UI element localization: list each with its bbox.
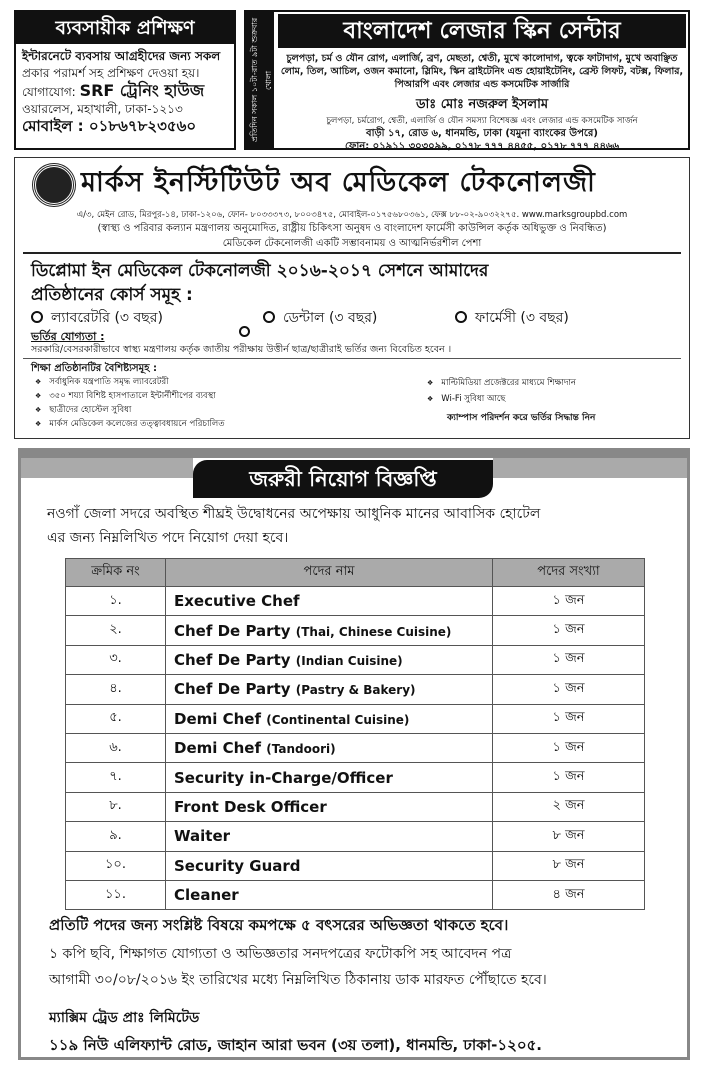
serial-cell: ২. [66, 616, 166, 645]
position-cell [166, 763, 493, 792]
serial-cell: ১. [66, 587, 166, 616]
table-row [66, 616, 645, 645]
count-cell: ৮ জন [493, 822, 645, 851]
training-ad-mobile: মোবাইল : ০১৮৬৭৮২৩৫৬০ [22, 117, 197, 135]
training-ad-contact [22, 82, 228, 101]
table-row [66, 675, 645, 704]
institute-name: মার্কস ইনস্টিটিউট অব মেডিকেল টেকনোলজী [81, 167, 596, 198]
experience-requirement: প্রতিটি পদের জন্য সংশ্লিষ্ট বিষয়ে কমপক্ষে ৫ বৎসরের অভিজ্ঞতা থাকতে হবে। [49, 916, 509, 934]
position-title: Security in-Charge/Officer [174, 768, 393, 787]
position-note: (Thai, Chinese Cuisine) [295, 624, 452, 639]
skin-center-services: চুলপড়া, চর্ম ও যৌন রোগ, এলার্জি, ব্রণ, মেছতা, শ্বেতী, মুখে কালোদাগ, ত্বকে ফাটাদাগ, মুখে অবাঞ্ছিত লোম, তিল, আচিল, ওজন কমানো, স্লিমিং, স্কিন ব্রাইটেনিং এন্ড হোয়াইটেনিং, ব্রেস্ট লিফট, বটক্স, ফিলার, পিআরপি এবং লেজার এন্ড কসমেটিক সার্জারি [280, 53, 684, 90]
table-row [66, 822, 645, 851]
diploma-heading: ডিপ্লোমা ইন মেডিকেল টেকনোলজী ২০১৬-২০১৭ সেশনে আমাদের [31, 261, 489, 281]
position-title: Cleaner [174, 886, 239, 905]
course-item [263, 306, 377, 330]
campus-note: ক্যাম্পাস পরিদর্শন করে ভর্তির সিদ্ধান্ত নিন [447, 413, 596, 423]
count-cell: ২ জন [493, 792, 645, 821]
course-label: ল্যাবরেটরি (৩ বছর) [51, 310, 163, 326]
count-cell: ১ জন [493, 645, 645, 674]
count-cell: ৪ জন [493, 880, 645, 909]
skin-center-phone: ফোন: ০১৯১১ ৩০৩০৯৯, ০১৭৮ ৭৭৭ ৪৪৫৫, ০১৭৮ ৭৭৭ ৪৪৬৬ [344, 141, 620, 152]
circle-bullet-icon [239, 326, 250, 337]
courses-heading: প্রতিষ্ঠানের কোর্স সমূহ : [31, 285, 193, 305]
skin-center-address: বাড়ী ১৭, রোড ৬, ধানমন্ডি, ঢাকা (যমুনা ব্যাংকের উপরে) [366, 128, 598, 139]
circle-bullet-icon [31, 311, 43, 323]
count-cell: ১ জন [493, 616, 645, 645]
institute-emblem-icon [33, 164, 75, 206]
list-item: ❖ সর্বাধুনিক যন্ত্রপাতি সমৃদ্ধ ল্যাবরেটরী [35, 375, 225, 389]
contact-name: SRF ট্রেনিং হাউজ [79, 81, 205, 100]
position-cell [166, 645, 493, 674]
application-deadline: আগামী ৩০/০৮/২০১৬ ইং তারিখের মধ্যে নিম্নলিখিত ঠিকানায় ডাক মারফত পৌঁছাতে হবে। [49, 972, 547, 988]
marks-institute-ad [14, 157, 690, 439]
list-item: ❖ মার্কস মেডিকেল কলেজের তত্ত্বাবধায়নে পরিচালিত [35, 417, 225, 431]
list-item: ❖ Wi-Fi সুবিধা আছে [427, 391, 576, 407]
eligibility-text: সরকারি/বেসরকারীভাবে স্বাস্থ্য মন্ত্রণালয় কর্তৃক জাতীয় পরীক্ষায় উত্তীর্ন ছাত্র/ছাত্রীরাই ভর্তির জন্য বিবেচিত হবেন । [31, 344, 452, 355]
features-heading: শিক্ষা প্রতিষ্ঠানটির বৈশিষ্ট্যসমূহ : [31, 363, 157, 374]
position-cell [166, 616, 493, 645]
count-cell: ১ জন [493, 733, 645, 762]
position-title: Chef De Party [174, 650, 291, 669]
column-header: ক্রমিক নং [66, 559, 166, 587]
recruitment-banner: জরুরী নিয়োগ বিজ্ঞপ্তি [193, 460, 493, 498]
position-title: Chef De Party [174, 621, 291, 640]
position-title: Executive Chef [174, 592, 300, 611]
position-note: (Pastry & Bakery) [295, 683, 416, 698]
table-row [66, 704, 645, 733]
positions-table [65, 558, 645, 910]
count-cell: ৮ জন [493, 851, 645, 880]
institute-approval: (স্বাস্থ্য ও পরিবার কল্যান মন্ত্রণালয় অনুমোদিত, রাষ্ট্রীয় চিকিৎসা অনুষদ ও বাংলাদেশ ফার্মেসী কাউন্সিল কর্তৃক অধিভুক্ত ও নিবন্ধিত) [97, 223, 607, 234]
count-cell: ১ জন [493, 675, 645, 704]
serial-cell: ৬. [66, 733, 166, 762]
doctor-specialty: চুলপড়া, চর্মরোগ, শ্বেতী, এলার্জি ও যৌন সমস্যা বিশেষজ্ঞ এবং লেজার এন্ড কসমেটিক সার্জন [326, 116, 638, 126]
position-note: (Continental Cuisine) [266, 712, 410, 727]
application-instruction: ১ কপি ছবি, শিক্ষাগত যোগ্যতা ও অভিজ্ঞতার সনদপত্রের ফটোকপি সহ আবেদন পত্র [49, 946, 512, 962]
features-list-right [427, 375, 576, 407]
intro-line: নওগাঁ জেলা সদরে অবস্থিত শীঘ্রই উদ্বোধনের অপেক্ষায় আধুনিক মানের আবাসিক হোটেল [47, 506, 541, 522]
position-cell [166, 733, 493, 762]
column-header: পদের নাম [166, 559, 493, 587]
position-title: Demi Chef [174, 709, 262, 728]
serial-cell: ৯. [66, 822, 166, 851]
company-address: ১১৯ নিউ এলিফ্যান্ট রোড, জাহান আরা ভবন (৩য় তলা), ধানমন্ডি, ঢাকা-১২০৫. [49, 1036, 543, 1054]
position-note: (Indian Cuisine) [295, 653, 403, 668]
table-row [66, 645, 645, 674]
training-ad-title: ব্যবসায়ীক প্রশিক্ষণ [16, 12, 234, 44]
count-cell: ১ জন [493, 587, 645, 616]
column-header: পদের সংখ্যা [493, 559, 645, 587]
doctor-name: ডাঃ মোঃ নজরুল ইসলাম [415, 97, 549, 112]
features-divider [23, 358, 681, 359]
training-ad-line: প্রকার পরামর্শ সহ প্রশিক্ষণ দেওয়া হয়। [22, 66, 200, 80]
position-title: Chef De Party [174, 680, 291, 699]
position-cell [166, 822, 493, 851]
serial-cell: ৭. [66, 763, 166, 792]
serial-cell: ১১. [66, 880, 166, 909]
course-item [31, 306, 163, 330]
position-title: Waiter [174, 827, 231, 846]
position-cell [166, 792, 493, 821]
intro-line: এর জন্য নিম্নলিখিত পদে নিয়োগ দেয়া হবে। [47, 530, 289, 546]
course-item [455, 306, 569, 330]
serial-cell: ৫. [66, 704, 166, 733]
table-row [66, 880, 645, 909]
serial-cell: ৩. [66, 645, 166, 674]
training-ad-address: ওয়ারলেস, মহাখালী, ঢাকা-১২১৩ [22, 102, 183, 116]
banner-band [493, 458, 687, 478]
table-row [66, 763, 645, 792]
count-cell: ১ জন [493, 704, 645, 733]
list-item: ❖ ৩৫০ শয্যা বিশিষ্ট হাসপাতালে ইন্টার্নীশীপের ব্যবস্থা [35, 389, 225, 403]
banner-band [21, 458, 193, 478]
features-list-left [35, 375, 225, 431]
eligibility-label: ভর্তির যোগ্যতা : [31, 330, 105, 343]
contact-label: যোগাযোগ: [22, 85, 76, 99]
position-cell [166, 704, 493, 733]
count-cell: ১ জন [493, 763, 645, 792]
position-cell [166, 851, 493, 880]
position-cell [166, 587, 493, 616]
institute-address: এ/৩, মেইন রোড, মিরপুর-১৪, ঢাকা-১২০৬, ফোন- ৮০৩৩৩৭৩, ৮০০৩৪৭৫, মোবাইল-০১৭৫৬৮০৩৬১, ফেক্স ৮৮-০২-৯০৩২২৭৫. www.marksgroupbd.com [76, 210, 628, 220]
course-label: ডেন্টাল (৩ বছর) [283, 310, 378, 326]
table-row [66, 733, 645, 762]
institute-tagline: মেডিকেল টেকনোলজী একটি সম্ভাবনাময় ও আত্মনির্ভরশীল পেশা [222, 238, 482, 249]
position-title: Demi Chef [174, 739, 262, 758]
position-title: Security Guard [174, 856, 301, 875]
table-row [66, 792, 645, 821]
serial-cell: ৪. [66, 675, 166, 704]
position-cell [166, 675, 493, 704]
company-name: ম্যাক্সিম ট্রেড প্রাঃ লিমিটেড [49, 1010, 200, 1026]
serial-cell: ১০. [66, 851, 166, 880]
list-item: ❖ ছাত্রীদের হোস্টেল সুবিধা [35, 403, 225, 417]
table-header-row [66, 559, 645, 587]
table-row [66, 851, 645, 880]
position-note: (Tandoori) [266, 742, 336, 757]
course-label: ফার্মেসী (৩ বছর) [475, 310, 569, 326]
skin-center-title: বাংলাদেশ লেজার স্কিন সেন্টার [278, 14, 686, 48]
serial-cell: ৮. [66, 792, 166, 821]
circle-bullet-icon [455, 311, 467, 323]
position-cell [166, 880, 493, 909]
list-item: ❖ মাল্টিমিডিয়া প্রজেক্টরের মাধ্যমে শিক্ষাদান [427, 375, 576, 391]
circle-bullet-icon [263, 311, 275, 323]
skin-center-ad [244, 10, 690, 150]
hours-sidebar: প্রতিদিন সকাল ১০টা-রাত ৯টা শুক্রবার খোলা [246, 12, 274, 148]
recruitment-intro [47, 502, 677, 550]
training-ad [14, 10, 236, 150]
recruitment-notice [18, 448, 690, 1060]
training-ad-line: ইন্টারনেটে ব্যবসায় আগ্রহীদের জন্য সকল [22, 49, 221, 63]
position-title: Front Desk Officer [174, 797, 327, 816]
table-row [66, 587, 645, 616]
